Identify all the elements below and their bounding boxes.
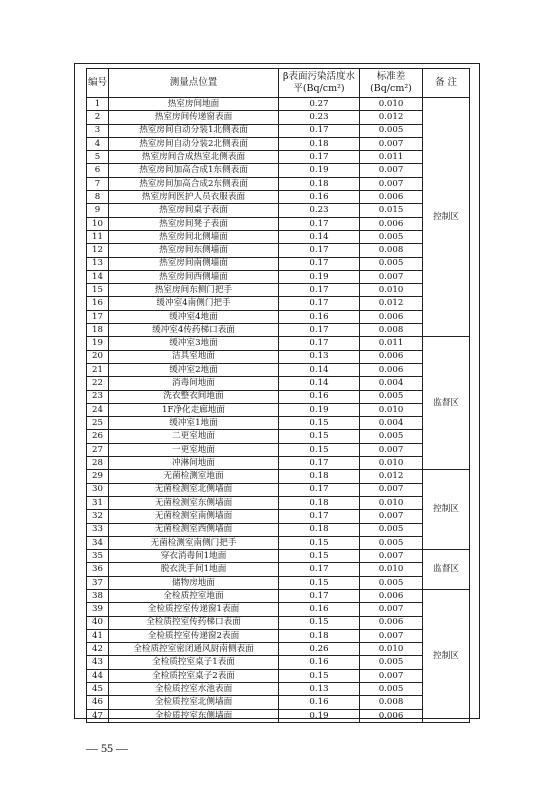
- row-index: 47: [87, 709, 109, 722]
- row-level: 0.17: [279, 124, 360, 137]
- row-level: 0.13: [279, 350, 360, 363]
- row-location: 穿衣消毒间1地面: [109, 550, 279, 563]
- row-location: 全检质控室密闭通风厨南侧表面: [109, 643, 279, 656]
- row-level: 0.13: [279, 683, 360, 696]
- table-row: [87, 204, 470, 217]
- row-std: 0.005: [360, 390, 423, 403]
- row-level: 0.15: [279, 430, 360, 443]
- table-row: [87, 550, 470, 563]
- table-row: [87, 270, 470, 283]
- row-std: 0.012: [360, 297, 423, 310]
- row-level: 0.15: [279, 536, 360, 549]
- row-level: 0.19: [279, 403, 360, 416]
- table-row: [87, 496, 470, 509]
- row-index: 37: [87, 576, 109, 589]
- table-row: [87, 98, 470, 111]
- row-location: 无菌检测室南侧门把手: [109, 536, 279, 549]
- row-level: 0.23: [279, 111, 360, 124]
- row-std: 0.004: [360, 417, 423, 430]
- row-std: 0.010: [360, 643, 423, 656]
- table-row: [87, 696, 470, 709]
- row-level: 0.15: [279, 669, 360, 682]
- row-std: 0.006: [360, 709, 423, 722]
- row-location: 缓冲室4地面: [109, 310, 279, 323]
- row-std: 0.005: [360, 523, 423, 536]
- table-row: [87, 417, 470, 430]
- row-std: 0.010: [360, 284, 423, 297]
- row-location: 全检质控室地面: [109, 589, 279, 602]
- row-level: 0.27: [279, 98, 360, 111]
- row-index: 46: [87, 696, 109, 709]
- row-std: 0.005: [360, 430, 423, 443]
- row-level: 0.18: [279, 496, 360, 509]
- measurement-table: [86, 68, 470, 723]
- row-level: 0.17: [279, 297, 360, 310]
- row-level: 0.18: [279, 523, 360, 536]
- header-index: 编号: [87, 69, 109, 98]
- row-level: 0.15: [279, 443, 360, 456]
- row-index: 44: [87, 669, 109, 682]
- row-std: 0.008: [360, 244, 423, 257]
- row-index: 41: [87, 629, 109, 642]
- row-location: 热室房间地面: [109, 98, 279, 111]
- row-index: 30: [87, 483, 109, 496]
- row-location: 全检质控室桌子1表面: [109, 656, 279, 669]
- row-level: 0.16: [279, 390, 360, 403]
- row-level: 0.17: [279, 457, 360, 470]
- table-row: [87, 151, 470, 164]
- row-index: 16: [87, 297, 109, 310]
- row-index: 34: [87, 536, 109, 549]
- table-row: [87, 244, 470, 257]
- row-location: 全检质控室东侧墙面: [109, 709, 279, 722]
- row-location: 热室房间东侧墙面: [109, 244, 279, 257]
- row-location: 热室房间医护人员衣服表面: [109, 191, 279, 204]
- row-index: 27: [87, 443, 109, 456]
- row-level: 0.16: [279, 656, 360, 669]
- row-location: 储物房地面: [109, 576, 279, 589]
- header-location: 测量点位置: [109, 69, 279, 98]
- row-level: 0.17: [279, 257, 360, 270]
- row-index: 19: [87, 337, 109, 350]
- row-location: 缓冲室2地面: [109, 363, 279, 376]
- row-location: 热室房间南侧墙面: [109, 257, 279, 270]
- header-note: 备 注: [423, 69, 470, 98]
- table-row: [87, 683, 470, 696]
- row-std: 0.007: [360, 550, 423, 563]
- table-row: [87, 124, 470, 137]
- row-location: 热室房间西侧墙面: [109, 270, 279, 283]
- table-row: [87, 257, 470, 270]
- row-location: 无菌检测室西侧墙面: [109, 523, 279, 536]
- row-level: 0.17: [279, 483, 360, 496]
- row-std: 0.011: [360, 337, 423, 350]
- row-location: 全检质控室水池表面: [109, 683, 279, 696]
- page-number: — 55 —: [86, 741, 128, 755]
- table-row: [87, 563, 470, 576]
- row-level: 0.17: [279, 217, 360, 230]
- row-location: 洗衣整衣间地面: [109, 390, 279, 403]
- row-std: 0.011: [360, 151, 423, 164]
- table-row: [87, 403, 470, 416]
- row-std: 0.005: [360, 124, 423, 137]
- row-index: 25: [87, 417, 109, 430]
- row-location: 全检质控室桌子2表面: [109, 669, 279, 682]
- row-std: 0.012: [360, 111, 423, 124]
- row-index: 13: [87, 257, 109, 270]
- table-row: [87, 111, 470, 124]
- row-level: 0.17: [279, 284, 360, 297]
- table-row: [87, 523, 470, 536]
- row-std: 0.007: [360, 510, 423, 523]
- row-index: 11: [87, 230, 109, 243]
- zone-note: 控制区: [423, 589, 470, 722]
- zone-note: 监督区: [423, 337, 470, 470]
- row-std: 0.005: [360, 683, 423, 696]
- table-row: [87, 177, 470, 190]
- table-row: [87, 284, 470, 297]
- row-index: 22: [87, 377, 109, 390]
- row-level: 0.19: [279, 270, 360, 283]
- row-std: 0.005: [360, 230, 423, 243]
- table-row: [87, 377, 470, 390]
- row-index: 4: [87, 137, 109, 150]
- row-std: 0.006: [360, 217, 423, 230]
- row-std: 0.006: [360, 589, 423, 602]
- row-level: 0.14: [279, 363, 360, 376]
- row-std: 0.005: [360, 656, 423, 669]
- row-std: 0.010: [360, 496, 423, 509]
- row-location: 缓冲室1地面: [109, 417, 279, 430]
- row-std: 0.007: [360, 629, 423, 642]
- row-level: 0.17: [279, 324, 360, 337]
- row-index: 8: [87, 191, 109, 204]
- row-location: 1F净化走廊地面: [109, 403, 279, 416]
- row-location: 脱衣洗手间1地面: [109, 563, 279, 576]
- zone-note: 监督区: [423, 550, 470, 590]
- row-level: 0.23: [279, 204, 360, 217]
- row-index: 3: [87, 124, 109, 137]
- row-std: 0.007: [360, 137, 423, 150]
- table-row: [87, 390, 470, 403]
- row-location: 缓冲室3地面: [109, 337, 279, 350]
- row-index: 32: [87, 510, 109, 523]
- table-row: [87, 457, 470, 470]
- row-level: 0.18: [279, 629, 360, 642]
- row-index: 10: [87, 217, 109, 230]
- row-std: 0.007: [360, 177, 423, 190]
- row-std: 0.006: [360, 310, 423, 323]
- row-index: 6: [87, 164, 109, 177]
- row-std: 0.006: [360, 191, 423, 204]
- row-index: 20: [87, 350, 109, 363]
- row-index: 17: [87, 310, 109, 323]
- table-row: [87, 576, 470, 589]
- zone-note: 控制区: [423, 98, 470, 337]
- row-index: 15: [87, 284, 109, 297]
- table-row: [87, 709, 470, 722]
- table-row: [87, 217, 470, 230]
- row-level: 0.15: [279, 576, 360, 589]
- row-index: 29: [87, 470, 109, 483]
- table-row: [87, 137, 470, 150]
- row-index: 2: [87, 111, 109, 124]
- row-level: 0.15: [279, 417, 360, 430]
- table-row: [87, 629, 470, 642]
- zone-note: 控制区: [423, 470, 470, 550]
- row-location: 全检质控室北侧墙面: [109, 696, 279, 709]
- row-index: 28: [87, 457, 109, 470]
- table-row: [87, 350, 470, 363]
- row-index: 31: [87, 496, 109, 509]
- row-std: 0.010: [360, 98, 423, 111]
- table-row: [87, 430, 470, 443]
- table-row: [87, 230, 470, 243]
- row-index: 12: [87, 244, 109, 257]
- table-row: [87, 656, 470, 669]
- row-index: 9: [87, 204, 109, 217]
- row-level: 0.16: [279, 191, 360, 204]
- table-row: [87, 589, 470, 602]
- row-location: 无菌检测室地面: [109, 470, 279, 483]
- row-level: 0.16: [279, 696, 360, 709]
- table-row: [87, 297, 470, 310]
- row-location: 无菌检测室南侧墙面: [109, 510, 279, 523]
- row-index: 7: [87, 177, 109, 190]
- row-level: 0.16: [279, 603, 360, 616]
- row-std: 0.007: [360, 483, 423, 496]
- table-row: [87, 510, 470, 523]
- row-location: 热室房间凳子表面: [109, 217, 279, 230]
- row-level: 0.19: [279, 164, 360, 177]
- table-row: [87, 191, 470, 204]
- row-level: 0.16: [279, 310, 360, 323]
- row-index: 45: [87, 683, 109, 696]
- row-std: 0.005: [360, 257, 423, 270]
- row-location: 无菌检测室东侧墙面: [109, 496, 279, 509]
- table-row: [87, 363, 470, 376]
- header-level: β表面污染活度水平(Bq/cm²): [279, 69, 360, 98]
- row-location: 热室房间加高合成2东侧表面: [109, 177, 279, 190]
- row-location: 全检质控室传递窗2表面: [109, 629, 279, 642]
- row-level: 0.17: [279, 510, 360, 523]
- row-location: 热室房间自动分装1北侧表面: [109, 124, 279, 137]
- table-row: [87, 603, 470, 616]
- row-level: 0.19: [279, 709, 360, 722]
- table-row: [87, 616, 470, 629]
- row-index: 36: [87, 563, 109, 576]
- row-location: 缓冲室4传药梯口表面: [109, 324, 279, 337]
- table-row: [87, 470, 470, 483]
- row-level: 0.17: [279, 244, 360, 257]
- row-location: 热室房间北侧墙面: [109, 230, 279, 243]
- row-std: 0.005: [360, 536, 423, 549]
- row-level: 0.15: [279, 550, 360, 563]
- table-row: [87, 643, 470, 656]
- row-level: 0.18: [279, 177, 360, 190]
- row-std: 0.007: [360, 443, 423, 456]
- row-std: 0.005: [360, 576, 423, 589]
- row-level: 0.14: [279, 230, 360, 243]
- table-row: [87, 324, 470, 337]
- row-level: 0.17: [279, 563, 360, 576]
- row-index: 39: [87, 603, 109, 616]
- row-location: 热室房间合成热室北侧表面: [109, 151, 279, 164]
- row-std: 0.007: [360, 270, 423, 283]
- row-std: 0.010: [360, 403, 423, 416]
- row-index: 38: [87, 589, 109, 602]
- row-location: 热室房间传递窗表面: [109, 111, 279, 124]
- row-index: 23: [87, 390, 109, 403]
- table-row: [87, 443, 470, 456]
- row-level: 0.18: [279, 470, 360, 483]
- row-location: 一更室地面: [109, 443, 279, 456]
- row-location: 热室房间加高合成1东侧表面: [109, 164, 279, 177]
- row-level: 0.17: [279, 589, 360, 602]
- table-row: [87, 164, 470, 177]
- row-level: 0.15: [279, 616, 360, 629]
- row-index: 5: [87, 151, 109, 164]
- row-std: 0.010: [360, 457, 423, 470]
- row-index: 24: [87, 403, 109, 416]
- row-level: 0.18: [279, 137, 360, 150]
- row-level: 0.17: [279, 151, 360, 164]
- table-header-row: [87, 69, 470, 98]
- row-std: 0.007: [360, 603, 423, 616]
- row-std: 0.006: [360, 616, 423, 629]
- row-index: 42: [87, 643, 109, 656]
- table-row: [87, 310, 470, 323]
- table-row: [87, 337, 470, 350]
- row-std: 0.004: [360, 377, 423, 390]
- row-location: 热室房间东侧门把手: [109, 284, 279, 297]
- row-std: 0.015: [360, 204, 423, 217]
- table-row: [87, 536, 470, 549]
- row-index: 21: [87, 363, 109, 376]
- row-std: 0.006: [360, 350, 423, 363]
- row-location: 热室房间自动分装2北侧表面: [109, 137, 279, 150]
- row-std: 0.012: [360, 470, 423, 483]
- row-location: 全检质控室传递窗1表面: [109, 603, 279, 616]
- header-std: 标准差(Bq/cm²): [360, 69, 423, 98]
- row-index: 26: [87, 430, 109, 443]
- row-location: 消毒间地面: [109, 377, 279, 390]
- row-std: 0.008: [360, 324, 423, 337]
- table-body: [87, 98, 470, 723]
- row-std: 0.007: [360, 669, 423, 682]
- row-location: 洁具室地面: [109, 350, 279, 363]
- row-location: 无菌检测室北侧墙面: [109, 483, 279, 496]
- row-std: 0.007: [360, 164, 423, 177]
- row-std: 0.010: [360, 563, 423, 576]
- row-level: 0.26: [279, 643, 360, 656]
- row-location: 全检质控室传药梯口表面: [109, 616, 279, 629]
- row-std: 0.008: [360, 696, 423, 709]
- row-index: 35: [87, 550, 109, 563]
- row-level: 0.14: [279, 377, 360, 390]
- table-row: [87, 669, 470, 682]
- row-index: 40: [87, 616, 109, 629]
- table-row: [87, 483, 470, 496]
- row-index: 1: [87, 98, 109, 111]
- row-location: 缓冲室4南侧门把手: [109, 297, 279, 310]
- row-index: 18: [87, 324, 109, 337]
- row-location: 二更室地面: [109, 430, 279, 443]
- row-std: 0.006: [360, 363, 423, 376]
- row-index: 43: [87, 656, 109, 669]
- row-index: 33: [87, 523, 109, 536]
- row-index: 14: [87, 270, 109, 283]
- row-location: 热室房间桌子表面: [109, 204, 279, 217]
- row-location: 冲淋间地面: [109, 457, 279, 470]
- row-level: 0.17: [279, 337, 360, 350]
